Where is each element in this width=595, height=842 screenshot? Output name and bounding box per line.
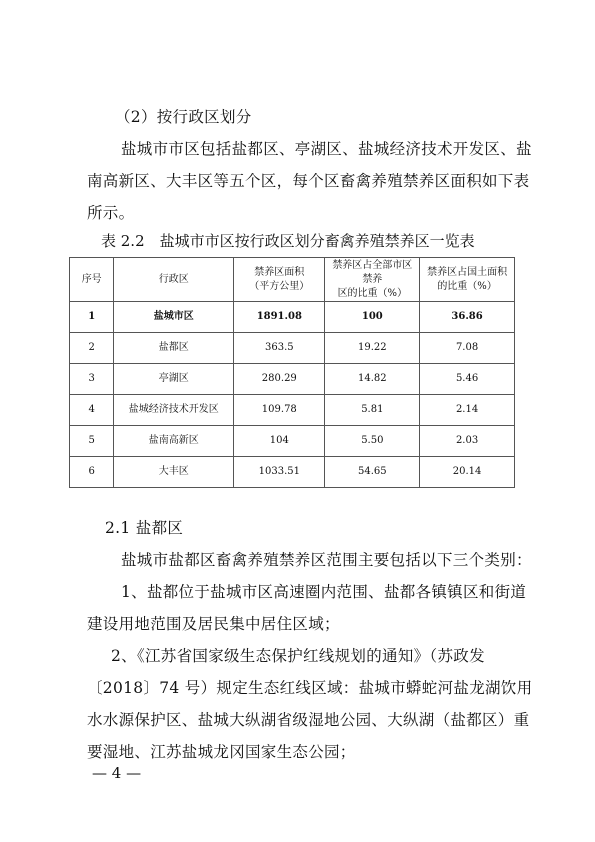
cell-share-land: 2.14	[420, 395, 515, 426]
cell-index: 1	[70, 302, 114, 333]
cell-share-land: 20.14	[420, 457, 515, 488]
body-line-7: 要湿地、江苏盐城龙冈国家生态公园；	[87, 743, 356, 761]
page-number: — 4 —	[92, 764, 142, 782]
cell-index: 6	[70, 457, 114, 488]
cell-area: 363.5	[234, 333, 325, 364]
cell-share-city: 19.22	[325, 333, 420, 364]
header-index: 序号	[70, 258, 114, 302]
subsection-heading: 2.1 盐都区	[105, 519, 184, 537]
header-share-of-land: 禁养区占国土面积 的比重（%）	[420, 258, 515, 302]
intro-line-1: 盐城市市区包括盐都区、亭湖区、盐城经济技术开发区、盐	[121, 140, 532, 158]
table-row	[70, 333, 515, 364]
body-line-5: 〔2018〕74 号）规定生态红线区域：盐城市蟒蛇河盐龙湖饮用	[87, 679, 533, 697]
cell-share-land: 5.46	[420, 364, 515, 395]
cell-index: 2	[70, 333, 114, 364]
body-line-3: 建设用地范围及居民集中居住区域；	[87, 615, 340, 633]
body-line-4: 2、《江苏省国家级生态保护红线规划的通知》（苏政发	[111, 647, 485, 665]
cell-index: 4	[70, 395, 114, 426]
cell-share-land: 36.86	[420, 302, 515, 333]
cell-area: 280.29	[234, 364, 325, 395]
cell-district: 盐南高新区	[114, 426, 234, 457]
header-area: 禁养区面积 （平方公里）	[234, 258, 325, 302]
cell-district: 盐城经济技术开发区	[114, 395, 234, 426]
body-line-1: 盐城市盐都区畜禽养殖禁养区范围主要包括以下三个类别：	[121, 551, 532, 569]
body-line-6: 水水源保护区、盐城大纵湖省级湿地公园、大纵湖（盐都区）重	[87, 711, 530, 729]
forbidden-zone-table	[69, 257, 515, 488]
cell-area: 1033.51	[234, 457, 325, 488]
cell-area: 109.78	[234, 395, 325, 426]
cell-share-land: 7.08	[420, 333, 515, 364]
table-row	[70, 426, 515, 457]
table-caption: 表 2.2 盐城市市区按行政区划分畜禽养殖禁养区一览表	[101, 232, 475, 250]
table-row	[70, 395, 515, 426]
header-share-of-city: 禁养区占全部市区禁养 区的比重（%）	[325, 258, 420, 302]
section-heading: （2）按行政区划分	[115, 108, 252, 126]
cell-index: 3	[70, 364, 114, 395]
cell-area: 1891.08	[234, 302, 325, 333]
cell-share-city: 5.50	[325, 426, 420, 457]
table-row	[70, 302, 515, 333]
cell-district: 盐城市区	[114, 302, 234, 333]
cell-share-city: 14.82	[325, 364, 420, 395]
cell-district: 亭湖区	[114, 364, 234, 395]
table-row	[70, 364, 515, 395]
cell-index: 5	[70, 426, 114, 457]
intro-line-2: 南高新区、大丰区等五个区，每个区畜禽养殖禁养区面积如下表	[87, 172, 530, 190]
body-line-2: 1、盐都位于盐城市区高速圈内范围、盐都各镇镇区和街道	[121, 583, 527, 601]
cell-share-city: 5.81	[325, 395, 420, 426]
cell-share-city: 100	[325, 302, 420, 333]
cell-share-land: 2.03	[420, 426, 515, 457]
table-header-row	[70, 258, 515, 302]
cell-share-city: 54.65	[325, 457, 420, 488]
table-row	[70, 457, 515, 488]
cell-district: 盐都区	[114, 333, 234, 364]
cell-area: 104	[234, 426, 325, 457]
header-district: 行政区	[114, 258, 234, 302]
intro-line-3: 所示。	[87, 204, 135, 222]
cell-district: 大丰区	[114, 457, 234, 488]
